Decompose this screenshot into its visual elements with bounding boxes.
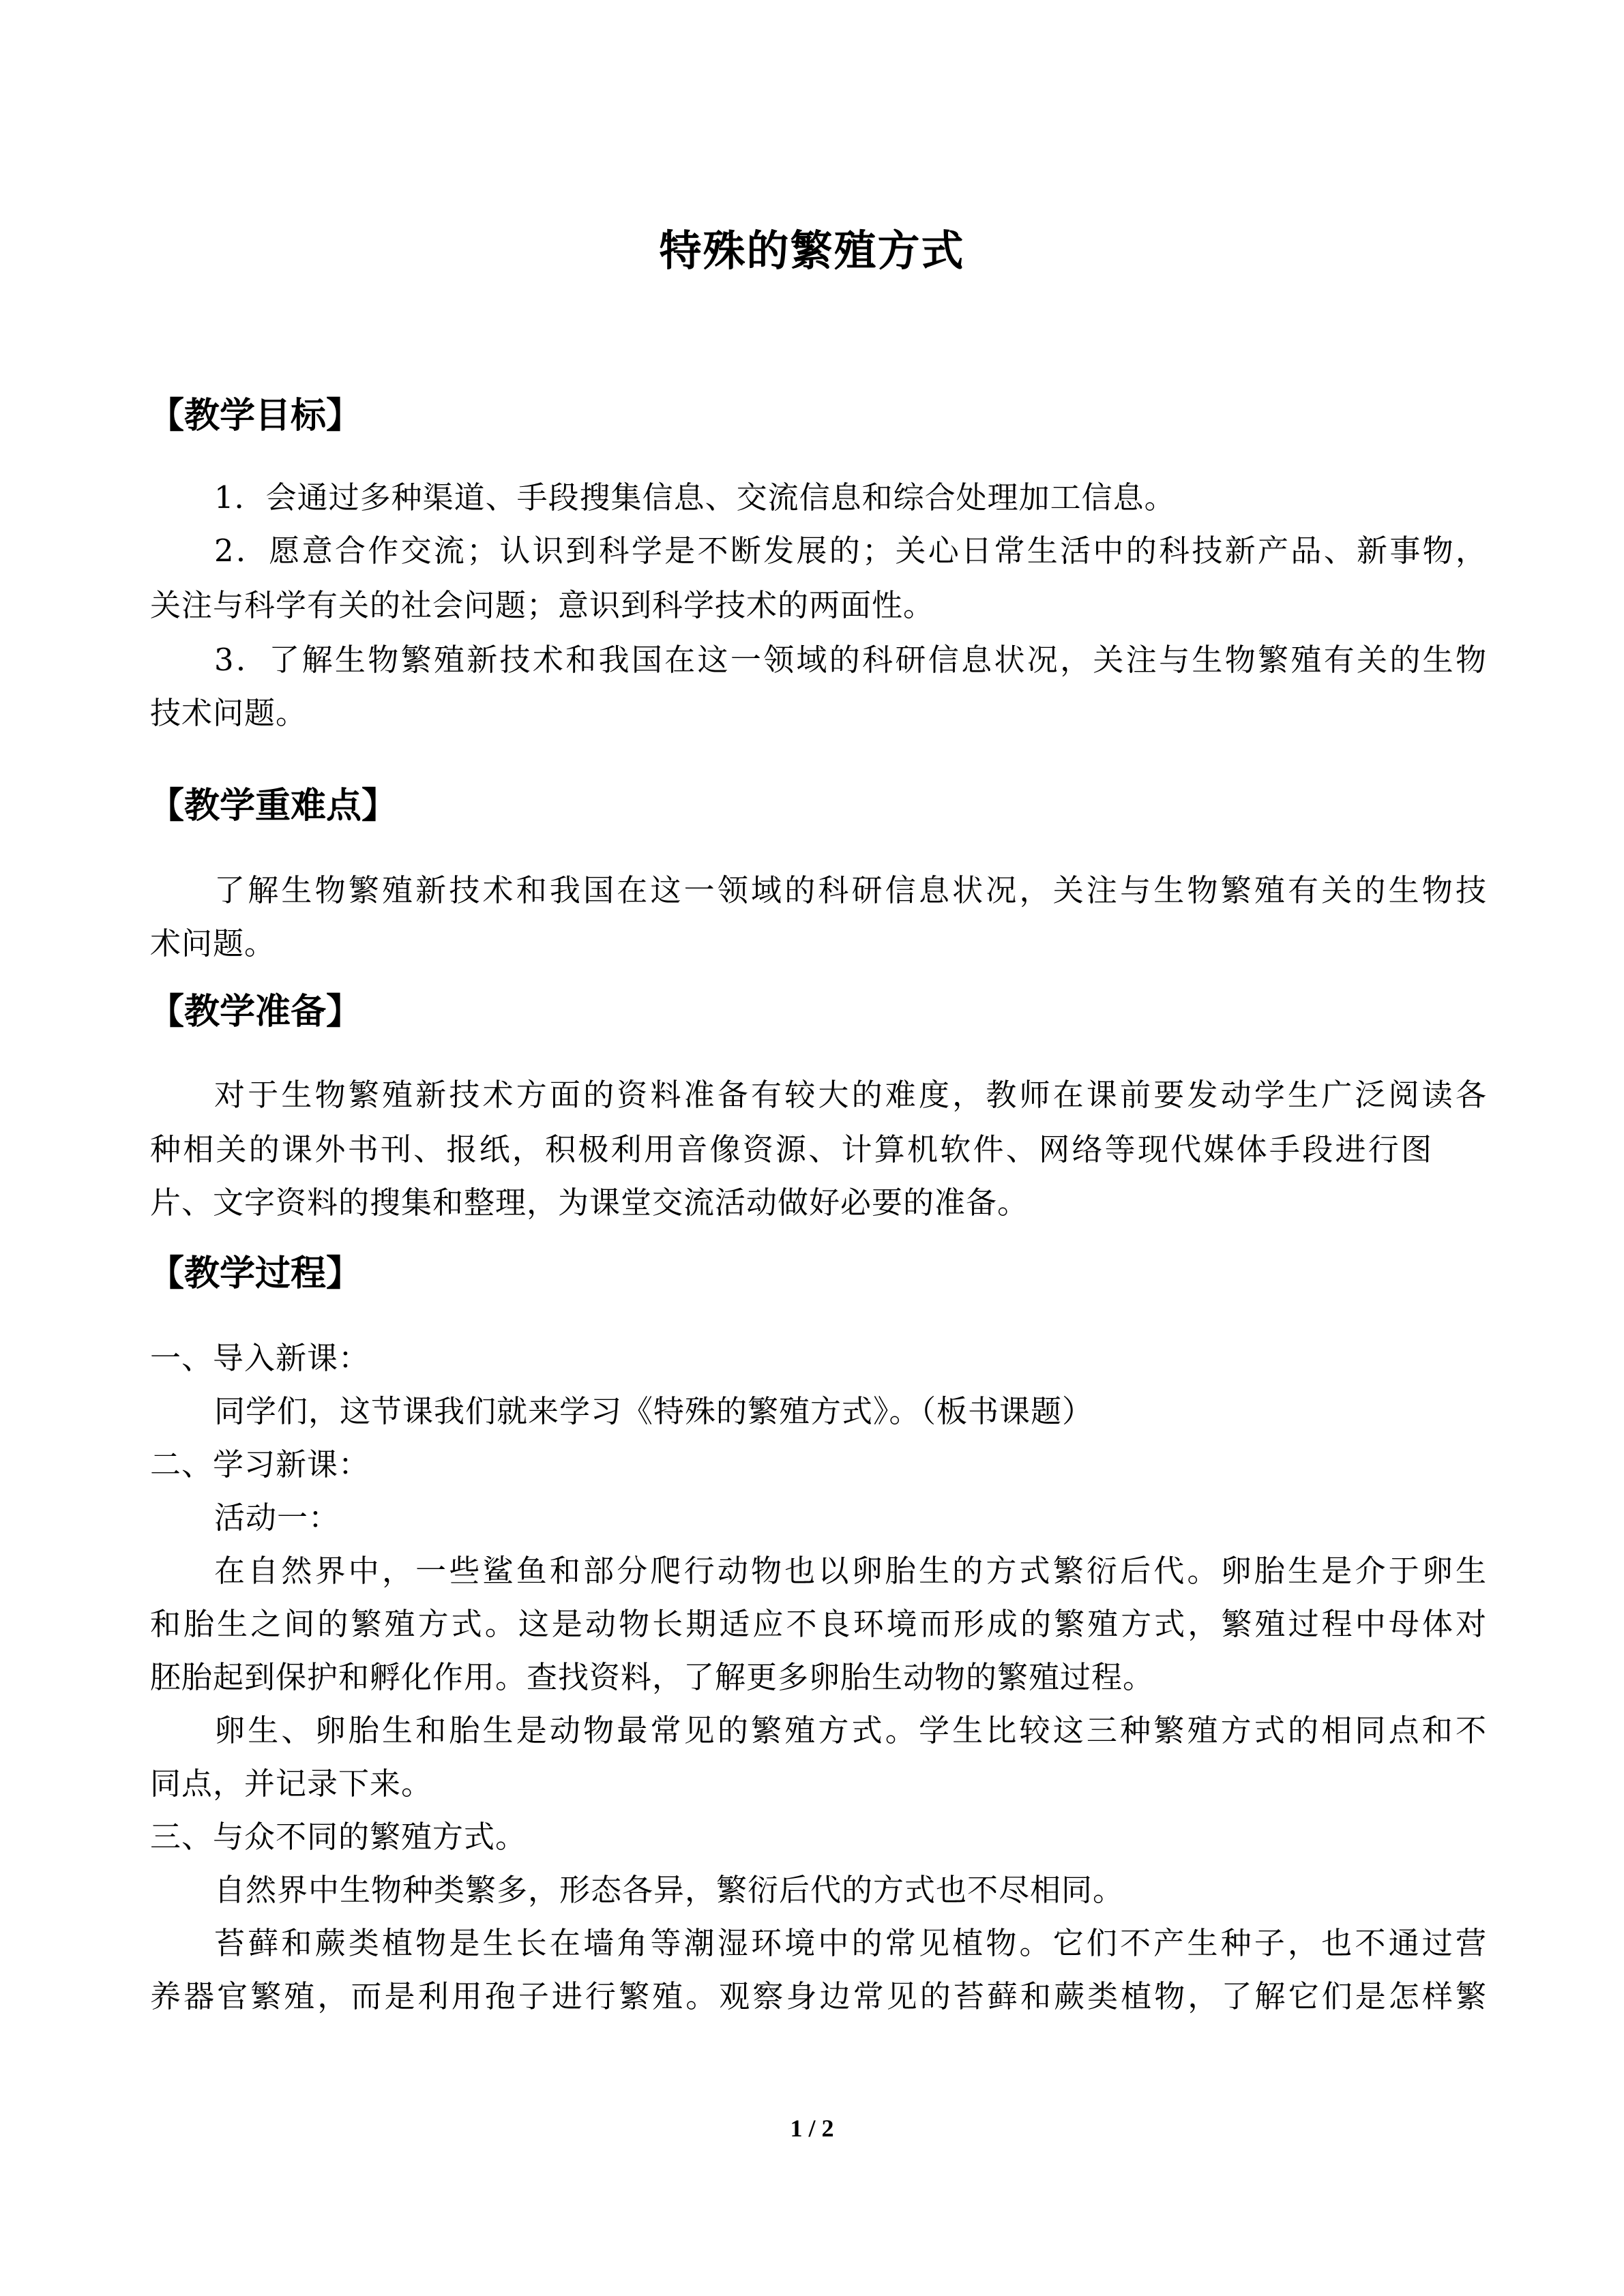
section-heading-preparation: 【教学准备】 (149, 992, 362, 1032)
preparation-line-1: 对于生物繁殖新技术方面的资料准备有较大的难度，教师在课前要发动学生广泛阅读各 (214, 1077, 1487, 1113)
key-points-line-1: 了解生物繁殖新技术和我国在这一领域的科研信息状况，关注与生物繁殖有关的生物技 (214, 872, 1487, 908)
objectives-line-1: 1．会通过多种渠道、手段搜集信息、交流信息和综合处理加工信息。 (214, 479, 1176, 516)
document-title: 特殊的繁殖方式 (659, 226, 965, 275)
process-line-7: 胚胎起到保护和孵化作用。查找资料，了解更多卵胎生动物的繁殖过程。 (150, 1659, 1155, 1695)
process-line-6: 和胎生之间的繁殖方式。这是动物长期适应不良环境而形成的繁殖方式，繁殖过程中母体对 (150, 1606, 1487, 1642)
objectives-line-4: 3．了解生物繁殖新技术和我国在这一领域的科研信息状况，关注与生物繁殖有关的生物 (214, 642, 1487, 678)
process-line-2: 同学们，这节课我们就来学习《特殊的繁殖方式》。（板书课题） (214, 1393, 1094, 1429)
process-line-3: 二、学习新课： (150, 1446, 370, 1482)
section-heading-objectives: 【教学目标】 (149, 396, 362, 436)
section-heading-process: 【教学过程】 (149, 1253, 362, 1294)
process-line-8: 卵生、卵胎生和胎生是动物最常见的繁殖方式。学生比较这三种繁殖方式的相同点和不 (214, 1712, 1487, 1748)
objectives-line-3: 关注与科学有关的社会问题；意识到科学技术的两面性。 (150, 587, 935, 623)
process-line-10: 三、与众不同的繁殖方式。 (150, 1819, 527, 1855)
process-line-13: 养器官繁殖，而是利用孢子进行繁殖。观察身边常见的苔藓和蕨类植物，了解它们是怎样繁 (150, 1978, 1487, 2014)
process-line-11: 自然界中生物种类繁多，形态各异，繁衍后代的方式也不尽相同。 (214, 1872, 1125, 1908)
process-line-9: 同点，并记录下来。 (150, 1765, 433, 1802)
process-line-1: 一、导入新课： (150, 1340, 370, 1376)
key-points-line-2: 术问题。 (150, 925, 276, 961)
section-heading-key-points: 【教学重难点】 (149, 786, 398, 826)
process-line-5: 在自然界中，一些鲨鱼和部分爬行动物也以卵胎生的方式繁衍后代。卵胎生是介于卵生 (214, 1553, 1487, 1589)
objectives-line-2: 2．愿意合作交流；认识到科学是不断发展的；关心日常生活中的科技新产品、新事物， (214, 533, 1487, 569)
process-line-4: 活动一： (214, 1500, 340, 1536)
preparation-line-2: 种相关的课外书刊、报纸，积极利用音像资源、计算机软件、网络等现代媒体手段进行图 (150, 1131, 1432, 1167)
objectives-line-5: 技术问题。 (150, 695, 308, 731)
process-line-12: 苔藓和蕨类植物是生长在墙角等潮湿环境中的常见植物。它们不产生种子，也不通过营 (214, 1925, 1487, 1961)
page-number: 1 / 2 (790, 2115, 834, 2142)
preparation-line-3: 片、文字资料的搜集和整理，为课堂交流活动做好必要的准备。 (150, 1184, 1029, 1221)
